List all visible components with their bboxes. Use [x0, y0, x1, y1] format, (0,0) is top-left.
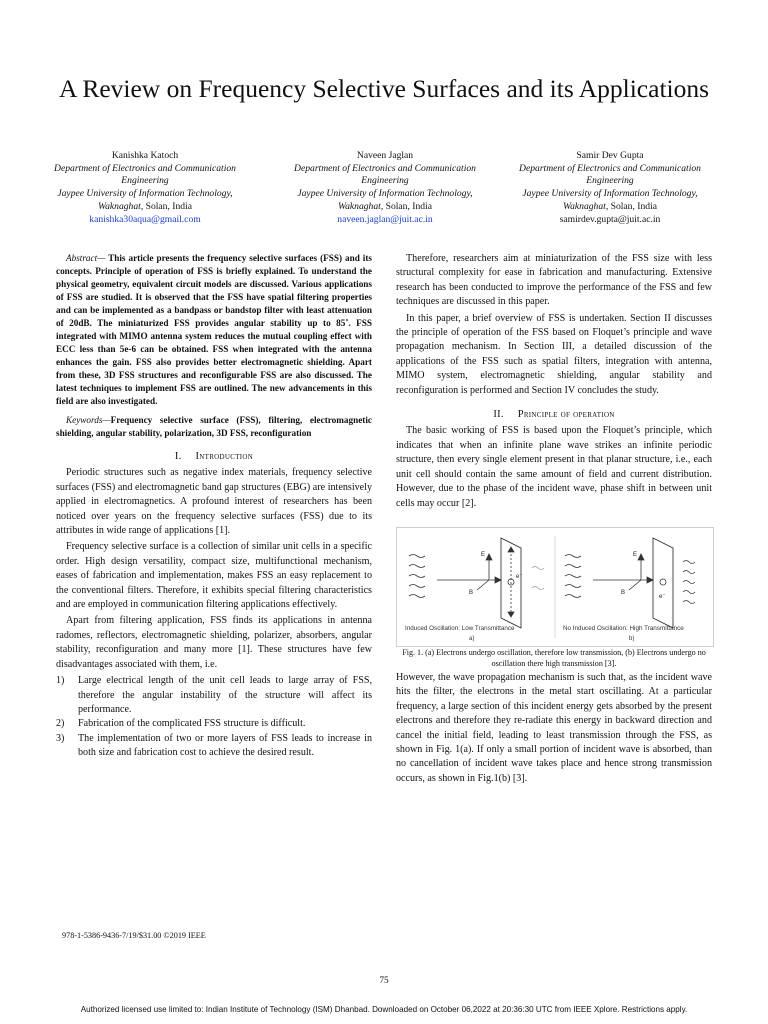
author-place: , Solan, India — [140, 200, 192, 212]
abstract-label: Abstract— — [66, 253, 106, 263]
author-city: Waknaghat — [98, 200, 141, 212]
arrowhead-icon — [508, 547, 514, 552]
author-location — [45, 201, 245, 214]
author-dept: Department of Electronics and Communication Engineering — [294, 162, 476, 187]
author-univ: Jaypee University of Information Technology, — [57, 188, 233, 200]
figure-1 — [396, 527, 714, 647]
subfigure-a: a) — [469, 635, 475, 642]
incident-wave-icon — [565, 594, 581, 597]
transmitted-wave-icon — [683, 570, 695, 573]
right-paragraph-2: In this paper, a brief overview of FSS is undertaken. Section II discusses the principle of operation of the FSS based on Floquet’s principle and wave propagation mechanism. In Section III, a detailed discussion of the applications of the FSS such as spatial filters, integration with antenna, MIMO system, electromagnetic shielding, angular stability and reconfiguration is performed and Section IV concludes the study. — [396, 312, 712, 396]
author-name: Naveen Jaglan — [356, 150, 414, 161]
author-univ: Jaypee University of Information Technology, — [522, 188, 698, 200]
author-name: Samir Dev Gupta — [576, 150, 644, 161]
section-number: II. — [493, 409, 504, 421]
author-place: , Solan, India — [380, 200, 432, 212]
b-field-label: B — [469, 589, 474, 596]
b-field-arrow — [629, 580, 641, 590]
license-notice: Authorized licensed use limited to: Indian Institute of Technology (ISM) Dhanbad. Downloaded on October 06,2022 at 20:36:30 UTC from IEEE Xplore. Restrictions apply. — [80, 1005, 688, 1014]
section-heading-principle — [396, 408, 712, 422]
arrowhead-icon — [647, 577, 653, 583]
incident-wave-icon — [409, 584, 425, 587]
intro-paragraph-3: Apart from filtering application, FSS finds its applications in antenna radomes, reflectors, electromagnetic shielding, polarizer, absorbers, angular stability, reconfiguration and many more [1]. These structures have few disadvantages associated with them, i.e. — [56, 615, 372, 670]
list-text: The implementation of two or more layers of FSS leads to increase in both size and fabrication cost to achieve the desired result. — [78, 732, 372, 759]
incident-wave-icon — [565, 584, 581, 587]
list-item — [56, 717, 372, 731]
left-column — [56, 252, 372, 761]
section-number: I. — [174, 451, 182, 462]
author-email[interactable]: kanishka30aqua@gmail.com — [89, 213, 201, 225]
arrowhead-icon — [486, 554, 492, 560]
incident-wave-icon — [565, 574, 581, 577]
transmitted-wave-icon — [532, 566, 544, 569]
panel-a — [409, 538, 544, 628]
e-field-label: E — [633, 551, 638, 558]
incident-wave-icon — [409, 574, 425, 577]
figure-label-a: Induced Oscillation: Low Transmittance — [405, 624, 515, 632]
author-city: Waknaghat — [338, 200, 381, 212]
b-field-label: B — [621, 589, 626, 596]
figure-1-diagram — [397, 528, 713, 646]
author-name: Kanishka Katoch — [111, 150, 179, 161]
author-place: , Solan, India — [605, 200, 657, 212]
section-heading-introduction — [56, 450, 372, 464]
electron-icon — [660, 579, 666, 585]
copyright-notice: 978-1-5386-9436-7/19/$31.00 ©2019 IEEE — [62, 931, 206, 940]
incident-wave-icon — [565, 554, 581, 557]
transmitted-wave-icon — [683, 580, 695, 583]
panel-b — [565, 538, 695, 628]
electron-label: e⁻ — [516, 573, 523, 580]
arrowhead-icon — [508, 612, 514, 617]
principle-paragraph-2: However, the wave propagation mechanism is such that, as the incident wave hits the filter, the electrons in the metal start oscillating. At a particular frequency, a large section of this incident energy gets absorbed by the present electrons and therefore they re-radiate this energy in backward direction and cancel the initial field, leading to least transmission through the FSS, as shown in Fig. 1(a). If only a small portion of incident wave is absorbed, than no cancellation of incident wave takes place and hence strong transmission occurs, as shown in Fig.1(b) [3]. — [396, 671, 712, 784]
page-number: 75 — [379, 976, 389, 986]
author-dept: Department of Electronics and Communication Engineering — [519, 162, 701, 187]
e-field-label: E — [481, 551, 486, 558]
transmitted-wave-icon — [532, 586, 544, 589]
section-title: Principle of operation — [517, 409, 615, 421]
intro-paragraph-1: Periodic structures such as negative index materials, frequency selective surfaces (FSS) and electromagnetic band gap structures (EBG) are intensively applied in electromagnetics. A profound interest of researchers has been noticed over years on the frequency selective surfaces (FSS) due to its attributes in wide range of applications [1]. — [56, 467, 372, 537]
transmitted-wave-icon — [683, 560, 695, 563]
list-item — [56, 732, 372, 761]
figure-caption: Fig. 1. (a) Electrons undergo oscillation, therefore low transmission, (b) Electrons undergo no oscillation there high transmission [3]. — [402, 647, 706, 668]
author-location — [285, 201, 485, 214]
incident-wave-icon — [565, 564, 581, 567]
right-paragraph-1: Therefore, researchers aim at miniaturization of the FSS size with less structural complexity for ease in fabrication and manufacturing. Extensive research has been conducted to improve the performance of the FSS and few techniques are discussed in this paper. — [396, 253, 712, 308]
fss-plate — [653, 538, 673, 628]
author-3 — [510, 150, 710, 226]
figure-label-b: No Induced Oscillation: High Transmittance — [563, 624, 684, 632]
disadvantages-list — [56, 674, 372, 760]
electron-label: e⁻ — [659, 593, 666, 600]
transmitted-wave-icon — [683, 600, 695, 603]
incident-wave-icon — [409, 594, 425, 597]
list-text: Large electrical length of the unit cell leads to large array of FSS, therefore the angular instability of the structure will affect its performance. — [78, 675, 372, 715]
keywords — [56, 414, 372, 440]
abstract-text: This article presents the frequency selective surfaces (FSS) and its concepts. Principle of operation of FSS is briefly explained. To understand the physical geometry, equivalent circuit models are discussed. Various applications of FSS are studied. It is observed that the FSS have spatial filtering properties and can be implemented as a bandpass or bandstop filter with least attenuation of 20dB. The miniaturized FSS provides angular stability up to 85˚. FSS integrated with MIMO antenna system reduces the mutual coupling effect with ECC less than 5e-6 can be obtained. FSS when integrated with the antenna enhances the gain. FSS also provides better electromagnetic shielding. Apart from these, 3D FSS structures and reconfigurable FSS are also discussed. The latest techniques to implement FSS are outlined. The new advancements in this field are also investigated. — [56, 253, 372, 406]
keywords-label: Keywords— — [66, 415, 111, 425]
b-field-arrow — [477, 580, 489, 590]
author-1 — [45, 150, 245, 226]
intro-paragraph-2: Frequency selective surface is a collection of similar unit cells in a specific order. High design versatility, compact size, multifunctional mechanism, eases of fabrication and implementation, makes FSS an easy replacement to the conventional filters. Therefore, it exhibits special filtering characteristics and are employed in communication filtering applications effectively. — [56, 541, 372, 611]
author-2 — [285, 150, 485, 226]
author-email: samirdev.gupta@juit.ac.in — [559, 213, 661, 225]
list-number: 3) — [56, 732, 65, 744]
author-city: Waknaghat — [563, 200, 606, 212]
arrowhead-icon — [638, 554, 644, 560]
incident-wave-icon — [409, 554, 425, 557]
author-location — [510, 201, 710, 214]
list-item — [56, 674, 372, 717]
right-column — [396, 252, 712, 788]
list-number: 1) — [56, 675, 65, 687]
section-title: Introduction — [195, 451, 254, 462]
list-number: 2) — [56, 718, 65, 730]
author-univ: Jaypee University of Information Technology, — [297, 188, 473, 200]
transmitted-wave-icon — [683, 590, 695, 593]
author-dept: Department of Electronics and Communication Engineering — [54, 162, 236, 187]
list-text: Fabrication of the complicated FSS structure is difficult. — [78, 718, 306, 730]
subfigure-b: b) — [629, 635, 635, 642]
incident-wave-icon — [409, 564, 425, 567]
author-email[interactable]: naveen.jaglan@juit.ac.in — [337, 213, 433, 225]
abstract — [56, 252, 372, 408]
keywords-text: Frequency selective surface (FSS), filtering, electromagnetic shielding, angular stability, polarization, 3D FSS, reconfiguration — [56, 415, 372, 438]
arrowhead-icon — [495, 577, 501, 583]
principle-paragraph-1: The basic working of FSS is based upon the Floquet’s principle, which indicates that when an infinite plane wave strikes an infinite periodic structure, then every single element present in that planar structure, i.e., each unit cell should contain the same amount of field and current distribution. However, due to the phase of the incident wave, phase shift in between unit cells may occur [2]. — [396, 425, 712, 509]
paper-title: A Review on Frequency Selective Surfaces and its Applications — [58, 74, 710, 103]
